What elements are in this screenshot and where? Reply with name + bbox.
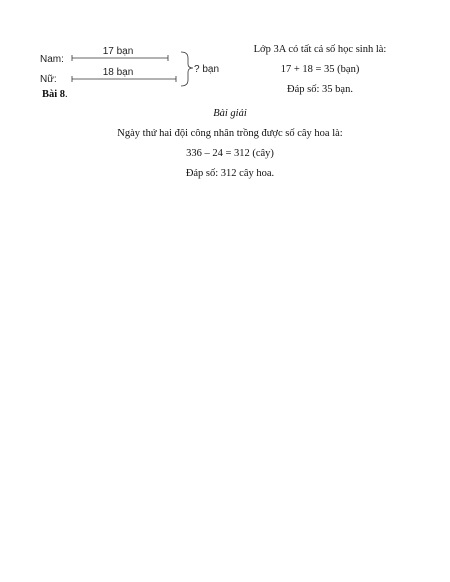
total-brace (181, 52, 193, 86)
solution-line2: 336 – 24 = 312 (cây) (186, 148, 274, 159)
segment-diagram (38, 40, 228, 96)
previous-solution-line2: 17 + 18 = 35 (bạn) (280, 64, 360, 75)
female-count-label: 18 bạn (102, 67, 134, 78)
exercise-title: Bài 8 (42, 89, 66, 100)
previous-solution (232, 40, 408, 100)
previous-solution-line1: Lớp 3A có tất cả số học sinh là: (253, 44, 387, 55)
solution-line1: Ngày thứ hai đội công nhân trồng được số cây hoa là: (117, 128, 343, 139)
exercise-heading (42, 89, 68, 100)
solution-heading: Bài giải (213, 108, 247, 119)
solution-line3: Đáp số: 312 cây hoa. (185, 168, 275, 179)
exercise-title-suffix: . (65, 89, 68, 100)
previous-solution-line3: Đáp số: 35 bạn. (287, 84, 353, 95)
segment-diagram-svg (38, 40, 228, 96)
male-count-label: 17 bạn (102, 46, 134, 57)
total-question-label: ? bạn (194, 64, 220, 75)
male-label: Nam: (40, 54, 64, 65)
solution-block (60, 104, 400, 184)
female-label: Nữ: (40, 74, 57, 85)
